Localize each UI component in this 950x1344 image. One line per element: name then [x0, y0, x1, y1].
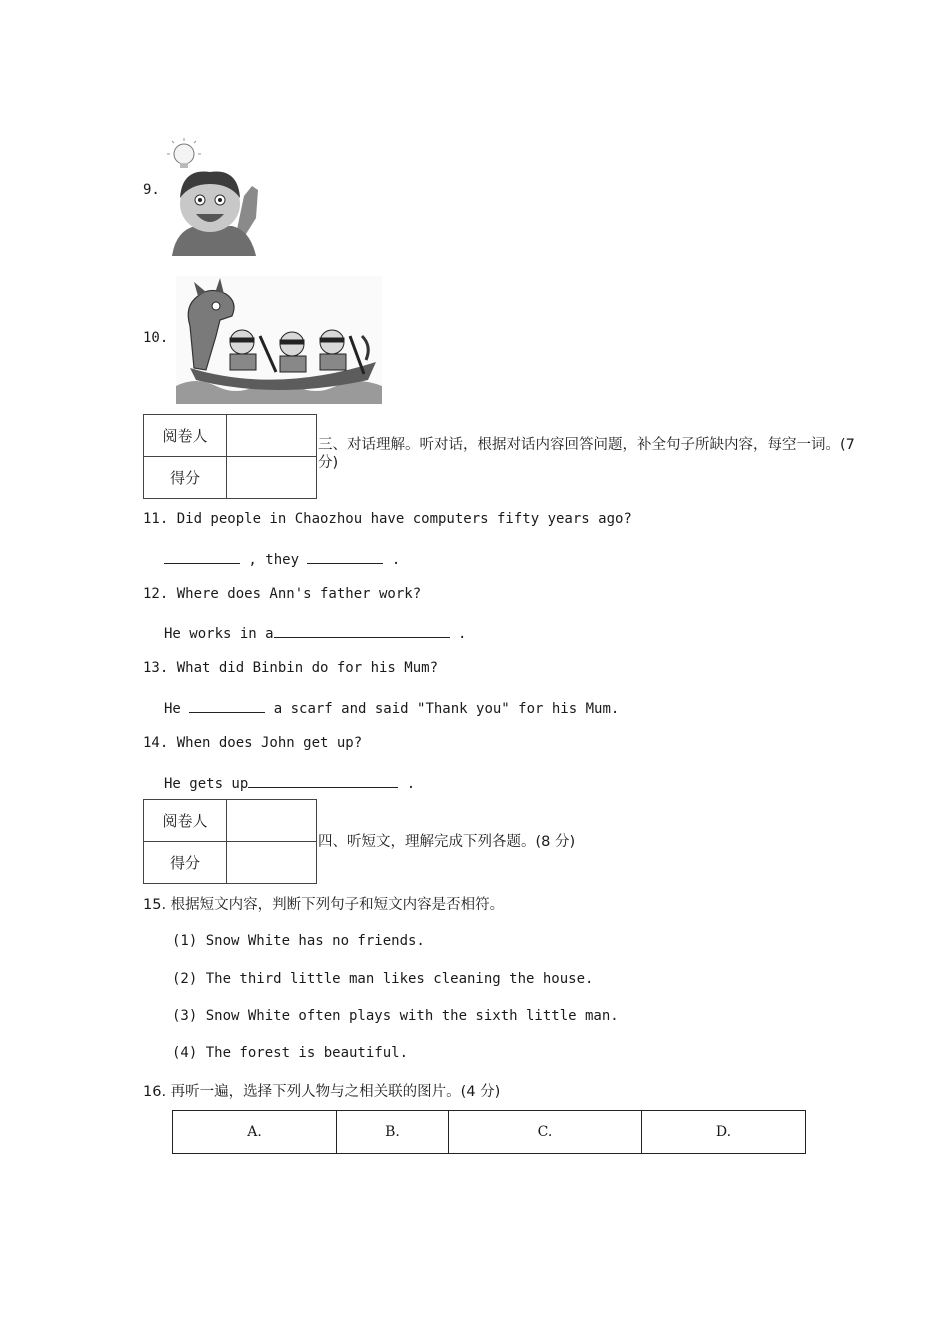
- section3-heading: [318, 433, 943, 481]
- q11-question: 11. Did people in Chaozhou have computers fifty years ago?: [143, 511, 632, 527]
- score-label: 得分: [144, 842, 227, 884]
- dragon-boat-icon: [176, 276, 382, 404]
- q16-question: 16. 再听一遍，选择下列人物与之相关联的图片。(4 分): [143, 1084, 501, 1100]
- q15-item: (2) The third little man likes cleaning the house.: [172, 971, 594, 987]
- option-c[interactable]: C.: [449, 1111, 642, 1154]
- section4-title: 四、听短文，理解完成下列各题。(8 分): [318, 834, 576, 850]
- reviewer-cell: [227, 800, 317, 842]
- q15-item: (4) The forest is beautiful.: [172, 1045, 409, 1061]
- score-box-section3: [143, 414, 317, 499]
- q12-answer: He works in a .: [164, 623, 466, 642]
- item-number-9: 9.: [143, 182, 160, 198]
- boy-idea-lightbulb-icon: [166, 138, 262, 256]
- q14-answer: He gets up .: [164, 773, 415, 792]
- reviewer-label: 阅卷人: [144, 415, 227, 457]
- q13-question: 13. What did Binbin do for his Mum?: [143, 660, 439, 676]
- answer-blank[interactable]: [189, 698, 265, 713]
- section3-title: 三、对话理解。听对话，根据对话内容回答问题，补全句子所缺内容，每空一词。(7: [318, 437, 855, 453]
- section3-title-cont: 分): [318, 455, 339, 471]
- answer-blank[interactable]: [274, 623, 450, 638]
- q15-question: 15. 根据短文内容，判断下列句子和短文内容是否相符。: [143, 897, 505, 913]
- q15-item: (3) Snow White often plays with the sixth little man.: [172, 1008, 619, 1024]
- score-label: 得分: [144, 457, 227, 499]
- q15-item: (1) Snow White has no friends.: [172, 933, 425, 949]
- answer-blank[interactable]: [248, 773, 398, 788]
- option-d[interactable]: D.: [642, 1111, 806, 1154]
- q14-question: 14. When does John get up?: [143, 735, 363, 751]
- option-b[interactable]: B.: [337, 1111, 449, 1154]
- score-cell: [227, 457, 317, 499]
- q13-answer: He a scarf and said "Thank you" for his Mum.: [164, 698, 619, 717]
- q12-question: 12. Where does Ann's father work?: [143, 586, 422, 602]
- answer-blank[interactable]: [164, 549, 240, 564]
- reviewer-cell: [227, 415, 317, 457]
- q11-answer: , they .: [164, 549, 400, 568]
- item-number-10: 10.: [143, 330, 169, 346]
- score-box-section4: [143, 799, 317, 884]
- option-a[interactable]: A.: [173, 1111, 337, 1154]
- reviewer-label: 阅卷人: [144, 800, 227, 842]
- score-cell: [227, 842, 317, 884]
- answer-blank[interactable]: [307, 549, 383, 564]
- q16-options-table: [172, 1110, 806, 1154]
